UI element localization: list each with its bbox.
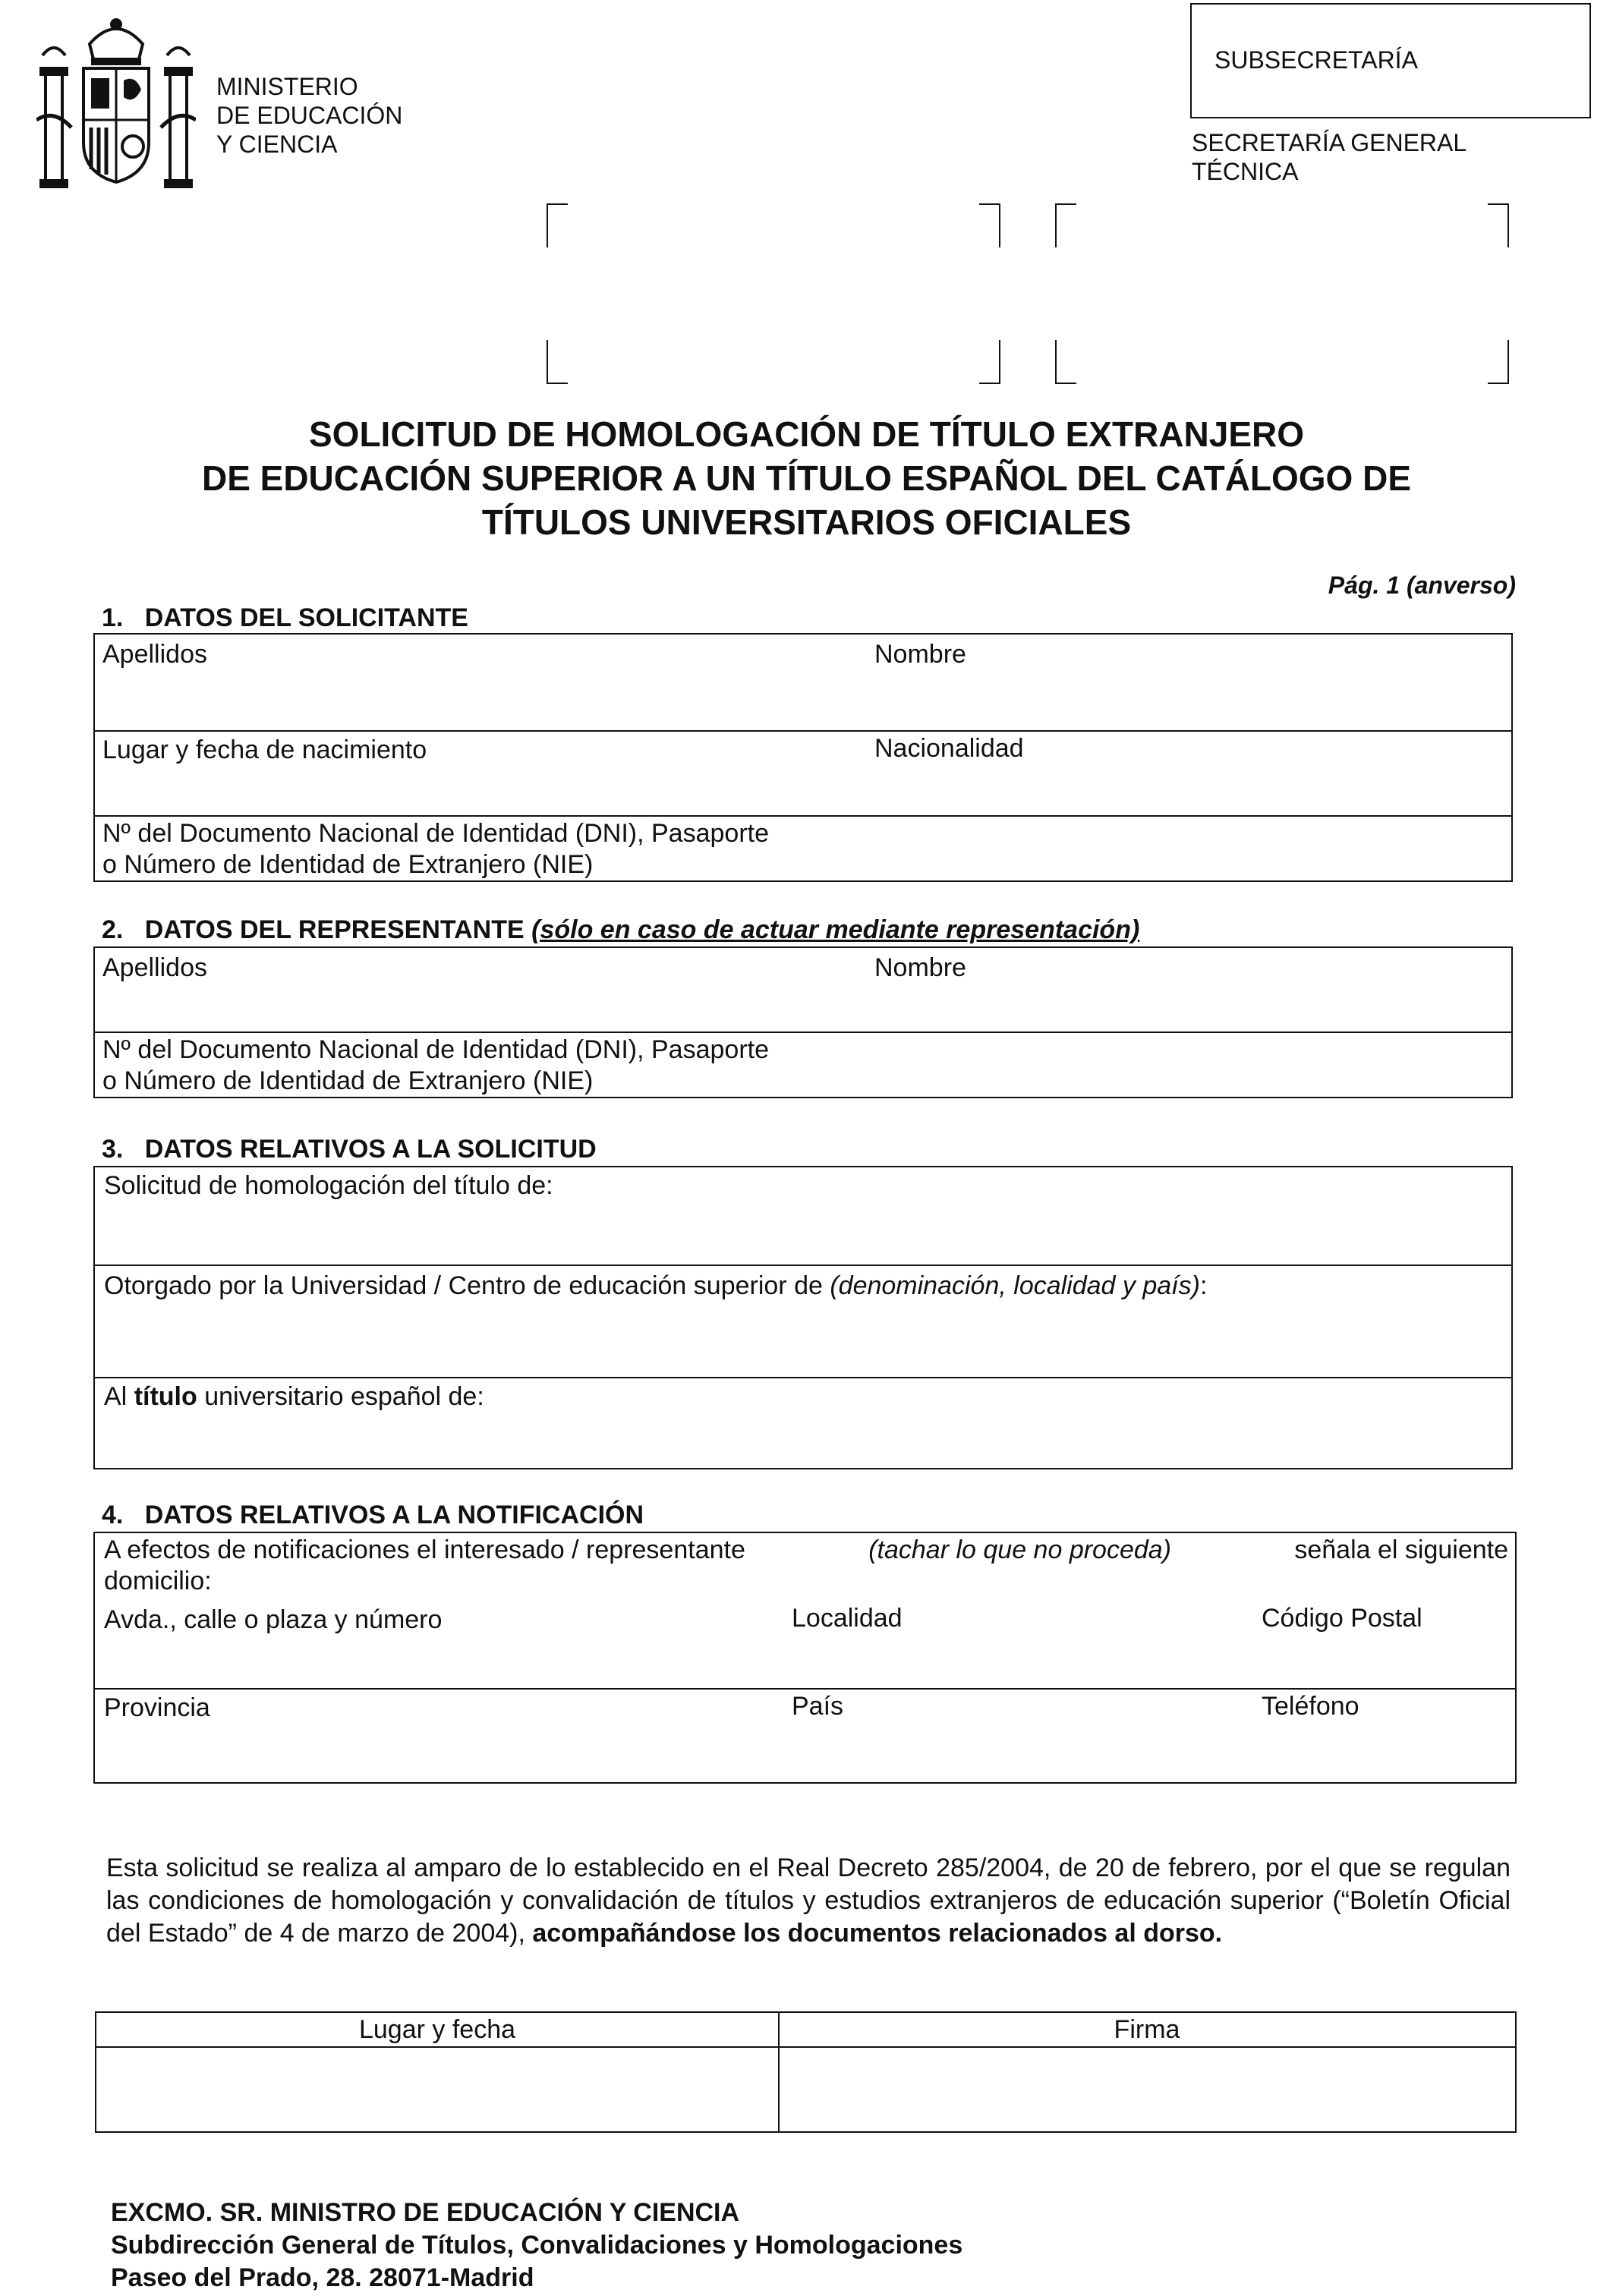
localidad-label: Localidad xyxy=(792,1604,903,1633)
section2-heading-text: 2. DATOS DEL REPRESENTANTE xyxy=(102,915,525,944)
documento-label xyxy=(102,818,769,880)
stamp-corner-mark xyxy=(1055,203,1076,247)
al-prefix: Al xyxy=(104,1382,128,1411)
telefono-label: Teléfono xyxy=(1262,1692,1359,1721)
intro-c: domicilio: xyxy=(104,1567,212,1595)
nombre-label: Nombre xyxy=(874,640,966,669)
title-line-1: SOLICITUD DE HOMOLOGACIÓN DE TÍTULO EXTRANJERO xyxy=(308,414,1305,454)
intro-a: A efectos de notificaciones el interesado / representante xyxy=(104,1535,745,1564)
ministry-line-1: MINISTERIO xyxy=(216,73,358,100)
stamp-corner-mark xyxy=(979,340,1000,384)
section2-heading xyxy=(102,915,1139,946)
title-line-3: TÍTULOS UNIVERSITARIOS OFICIALES xyxy=(481,502,1132,542)
documento-line-1: Nº del Documento Nacional de Identidad (DNI), Pasaporte xyxy=(102,819,769,848)
office-box-label: SUBSECRETARÍA xyxy=(1214,46,1418,74)
rep-documento-line-2: o Número de Identidad de Extranjero (NIE) xyxy=(102,1066,594,1095)
coat-of-arms-logo xyxy=(36,14,196,190)
lugar-fecha-field[interactable] xyxy=(106,2058,769,2121)
section1-box xyxy=(93,633,1513,882)
otorgado-text: Otorgado por la Universidad / Centro de educación superior de xyxy=(104,1271,823,1300)
divider xyxy=(96,2046,1515,2048)
divider xyxy=(95,815,1511,817)
lugar-fecha-label: Lugar y fecha de nacimiento xyxy=(102,735,427,764)
addressee-line-3: Paseo del Prado, 28. 28071-Madrid xyxy=(111,2263,534,2292)
rep-documento-line-1: Nº del Documento Nacional de Identidad (DNI), Pasaporte xyxy=(102,1035,769,1064)
titulo-de-label: Solicitud de homologación del título de: xyxy=(104,1171,553,1200)
otorgado-note: (denominación, localidad y país) xyxy=(830,1271,1200,1300)
stamp-corner-mark xyxy=(1488,203,1509,247)
notificacion-intro-line-1 xyxy=(104,1535,1508,1566)
codigo-postal-label: Código Postal xyxy=(1262,1604,1422,1633)
section4-heading: 4. DATOS RELATIVOS A LA NOTIFICACIÓN xyxy=(102,1501,644,1529)
notificacion-intro xyxy=(104,1535,1508,1597)
rep-nombre-label: Nombre xyxy=(874,953,966,982)
ministry-name xyxy=(216,72,402,159)
lugar-fecha-header: Lugar y fecha xyxy=(358,2015,516,2044)
stamp-corner-mark xyxy=(1055,340,1076,384)
section1-heading: 1. DATOS DEL SOLICITANTE xyxy=(102,603,468,632)
addressee-block xyxy=(111,2197,962,2294)
apellidos-label: Apellidos xyxy=(102,640,207,669)
office-box xyxy=(1190,3,1591,118)
form-title xyxy=(0,412,1613,544)
documento-line-2: o Número de Identidad de Extranjero (NIE) xyxy=(102,850,594,879)
secretaria-label xyxy=(1192,128,1467,186)
divider xyxy=(95,1377,1511,1378)
title-line-2: DE EDUCACIÓN SUPERIOR A UN TÍTULO ESPAÑOL DEL CATÁLOGO DE xyxy=(201,458,1412,498)
stamp-corner-mark xyxy=(1488,340,1509,384)
otorgado-end: : xyxy=(1199,1271,1208,1300)
divider xyxy=(95,1031,1511,1033)
secretaria-line-2: TÉCNICA xyxy=(1192,158,1299,185)
firma-header: Firma xyxy=(1114,2015,1180,2044)
section4-box xyxy=(93,1532,1517,1784)
firma-field[interactable] xyxy=(789,2058,1505,2121)
divider xyxy=(95,1688,1515,1690)
stamp-corner-mark xyxy=(979,203,1000,247)
legal-paragraph xyxy=(106,1852,1511,1950)
divider xyxy=(95,1265,1511,1266)
intro-note: (tachar lo que no proceda) xyxy=(868,1535,1172,1564)
signature-table xyxy=(95,2011,1517,2133)
section3-box xyxy=(93,1166,1513,1469)
pais-label: País xyxy=(792,1692,844,1721)
direccion-label: Avda., calle o plaza y número xyxy=(104,1605,443,1634)
otorgado-label xyxy=(104,1271,1207,1302)
section2-heading-note: (sólo en caso de actuar mediante representación) xyxy=(531,915,1140,944)
provincia-label: Provincia xyxy=(104,1693,210,1722)
page-label: Pág. 1 (anverso) xyxy=(1328,572,1516,599)
divider xyxy=(95,730,1511,732)
addressee-line-2: Subdirección General de Títulos, Convalidaciones y Homologaciones xyxy=(111,2231,963,2260)
section2-box xyxy=(93,946,1513,1098)
addressee-line-1: EXCMO. SR. MINISTRO DE EDUCACIÓN Y CIENCIA xyxy=(111,2198,740,2227)
rep-documento-label xyxy=(102,1035,769,1097)
stamp-corner-mark xyxy=(547,203,568,247)
al-titulo-label xyxy=(104,1381,484,1413)
ministry-line-2: DE EDUCACIÓN xyxy=(216,102,403,129)
al-bold: título xyxy=(134,1382,197,1411)
secretaria-line-1: SECRETARÍA GENERAL xyxy=(1192,129,1467,156)
intro-b: señala el siguiente xyxy=(1294,1535,1508,1564)
nacionalidad-label: Nacionalidad xyxy=(874,734,1024,763)
legal-bold: acompañándose los documentos relacionados al dorso. xyxy=(532,1919,1223,1948)
section3-heading: 3. DATOS RELATIVOS A LA SOLICITUD xyxy=(102,1135,597,1164)
legal-text: Esta solicitud se realiza al amparo de lo establecido en el Real Decreto 285/2004, de 20 de febrero, por el que se regulan las condiciones de homologación y convalidación de títulos y estudios extranjeros de educación superior (“Boletín Oficial del Estado” de 4 de marzo de 2004), xyxy=(106,1853,1511,1948)
al-rest: universitario español de: xyxy=(204,1382,484,1411)
stamp-corner-mark xyxy=(547,340,568,384)
ministry-line-3: Y CIENCIA xyxy=(216,131,338,158)
rep-apellidos-label: Apellidos xyxy=(102,953,207,982)
